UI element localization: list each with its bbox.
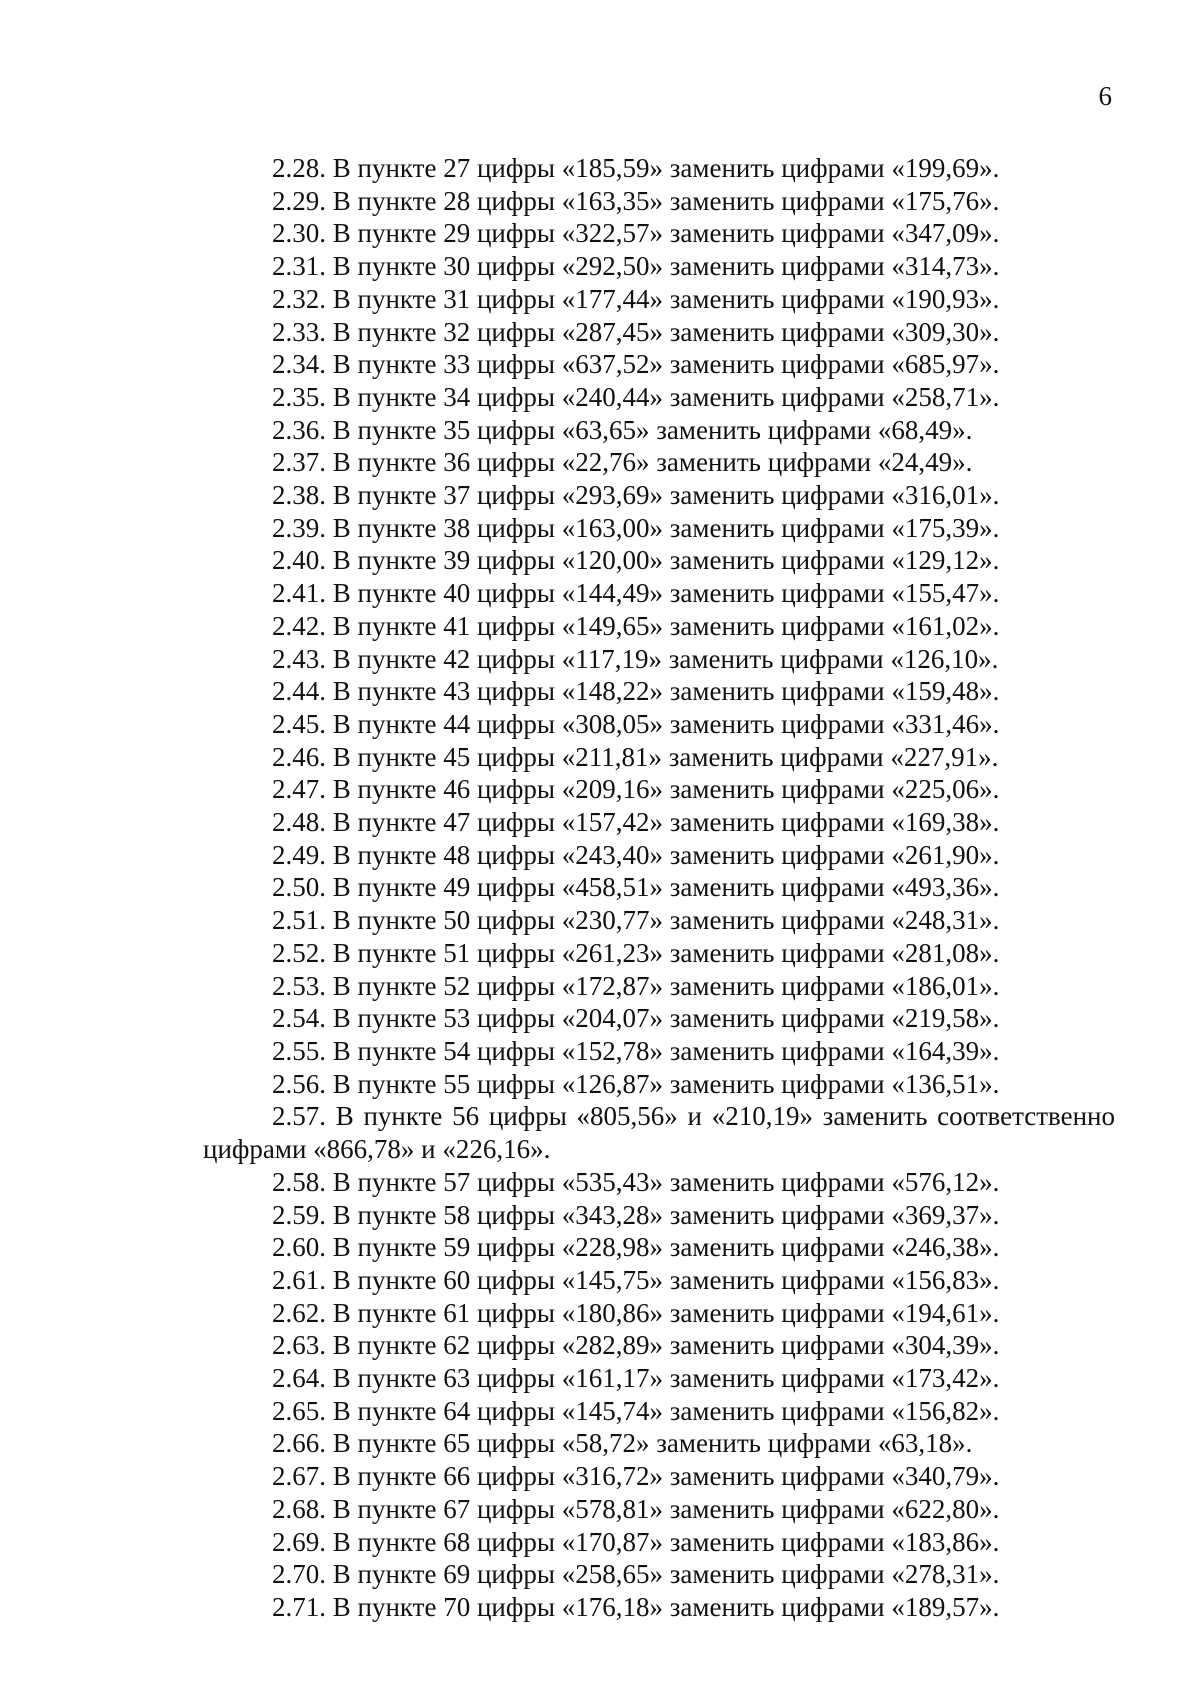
item-number: 2.46.: [272, 741, 326, 772]
item-text: В пункте 68 цифры «170,87» заменить цифрами «183,86».: [326, 1526, 1000, 1557]
item-text: В пункте 44 цифры «308,05» заменить цифрами «331,46».: [326, 708, 1000, 739]
item-number: 2.60.: [272, 1232, 326, 1263]
item-text: В пункте 35 цифры «63,65» заменить цифрами «68,49».: [326, 414, 973, 445]
amendment-item: [0, 316, 1200, 349]
item-text: В пункте 47 цифры «157,42» заменить цифрами «169,38».: [326, 807, 1000, 838]
amendment-item: [0, 217, 1200, 250]
item-number: 2.44.: [272, 676, 326, 707]
item-number: 2.70.: [272, 1559, 326, 1590]
page-number: 6: [1098, 81, 1112, 111]
item-text: В пункте 29 цифры «322,57» заменить цифрами «347,09».: [326, 218, 1000, 249]
item-text: В пункте 36 цифры «22,76» заменить цифрами «24,49».: [326, 447, 973, 478]
amendment-item: [0, 806, 1200, 839]
amendment-item: [0, 381, 1200, 414]
amendment-item: [0, 414, 1200, 447]
item-number: 2.42.: [272, 610, 326, 641]
item-text: В пункте 61 цифры «180,86» заменить цифрами «194,61».: [326, 1297, 1000, 1328]
item-text: В пункте 67 цифры «578,81» заменить цифрами «622,80».: [326, 1493, 1000, 1524]
amendment-item: [0, 708, 1200, 741]
item-number: 2.59.: [272, 1199, 326, 1230]
item-number: 2.28.: [272, 153, 326, 183]
amendment-item: [0, 904, 1200, 937]
item-text: В пункте 40 цифры «144,49» заменить цифрами «155,47».: [326, 578, 1000, 609]
item-number: 2.33.: [272, 316, 326, 347]
amendment-item: [0, 1427, 1200, 1460]
amendment-item: [0, 479, 1200, 512]
item-number: 2.69.: [272, 1526, 326, 1557]
item-number: 2.65.: [272, 1395, 326, 1426]
item-text: В пункте 48 цифры «243,40» заменить цифрами «261,90».: [326, 839, 1000, 870]
item-number: 2.32.: [272, 283, 326, 314]
item-text: В пункте 39 цифры «120,00» заменить цифрами «129,12».: [326, 545, 1000, 576]
item-number: 2.62.: [272, 1297, 326, 1328]
item-number: 2.57.: [272, 1101, 326, 1132]
amendment-item: [0, 1591, 1200, 1624]
item-number: 2.61.: [272, 1264, 326, 1295]
item-text: В пункте 56 цифры «805,56» и «210,19» заменить соответственно цифрами «866,78» и «226,16».: [203, 1101, 1115, 1165]
item-text: В пункте 70 цифры «176,18» заменить цифрами «189,57».: [326, 1591, 1000, 1622]
item-number: 2.47.: [272, 774, 326, 805]
item-number: 2.54.: [272, 1003, 326, 1034]
item-text: В пункте 65 цифры «58,72» заменить цифрами «63,18».: [326, 1428, 973, 1459]
item-text: В пункте 54 цифры «152,78» заменить цифрами «164,39».: [326, 1035, 1000, 1066]
item-number: 2.40.: [272, 545, 326, 576]
item-number: 2.51.: [272, 905, 326, 936]
amendment-item: [0, 839, 1200, 872]
amendment-item: [0, 1035, 1200, 1068]
item-text: В пункте 31 цифры «177,44» заменить цифрами «190,93».: [326, 283, 1000, 314]
item-text: В пункте 62 цифры «282,89» заменить цифрами «304,39».: [326, 1330, 1000, 1361]
amendment-item: [0, 1264, 1200, 1297]
item-number: 2.35.: [272, 381, 326, 412]
item-text: В пункте 60 цифры «145,75» заменить цифрами «156,83».: [326, 1264, 1000, 1295]
amendment-item: [0, 1199, 1200, 1232]
item-number: 2.53.: [272, 970, 326, 1001]
item-number: 2.49.: [272, 839, 326, 870]
amendment-item: [0, 250, 1200, 283]
amendment-item: [0, 446, 1200, 479]
item-text: В пункте 28 цифры «163,35» заменить цифрами «175,76».: [326, 185, 1000, 216]
item-number: 2.50.: [272, 872, 326, 903]
amendment-item: [0, 1526, 1200, 1559]
item-number: 2.66.: [272, 1428, 326, 1459]
item-number: 2.52.: [272, 937, 326, 968]
item-text: В пункте 41 цифры «149,65» заменить цифрами «161,02».: [326, 610, 1000, 641]
amendment-item: [0, 937, 1200, 970]
amendment-item: [0, 1166, 1200, 1199]
item-text: В пункте 32 цифры «287,45» заменить цифрами «309,30».: [326, 316, 1000, 347]
amendment-item: [0, 348, 1200, 381]
item-number: 2.58.: [272, 1166, 326, 1197]
item-number: 2.34.: [272, 349, 326, 380]
amendment-item: [0, 185, 1200, 218]
amendment-item: [0, 1297, 1200, 1330]
item-number: 2.41.: [272, 578, 326, 609]
item-text: В пункте 50 цифры «230,77» заменить цифрами «248,31».: [326, 905, 1000, 936]
item-number: 2.48.: [272, 807, 326, 838]
item-number: 2.31.: [272, 251, 326, 282]
amendment-item: [0, 1460, 1200, 1493]
amendment-item: [0, 1362, 1200, 1395]
item-text: В пункте 52 цифры «172,87» заменить цифрами «186,01».: [326, 970, 1000, 1001]
item-number: 2.45.: [272, 708, 326, 739]
item-text: В пункте 38 цифры «163,00» заменить цифрами «175,39».: [326, 512, 1000, 543]
item-text: В пункте 57 цифры «535,43» заменить цифрами «576,12».: [326, 1166, 1000, 1197]
amendment-item: [203, 1100, 1115, 1165]
item-number: 2.71.: [272, 1591, 326, 1622]
amendment-item: [0, 1068, 1200, 1101]
item-text: В пункте 59 цифры «228,98» заменить цифрами «246,38».: [326, 1232, 1000, 1263]
item-text: В пункте 53 цифры «204,07» заменить цифрами «219,58».: [326, 1003, 1000, 1034]
item-text: В пункте 27 цифры «185,59» заменить цифрами «199,69».: [326, 153, 1000, 183]
item-number: 2.29.: [272, 185, 326, 216]
item-number: 2.63.: [272, 1330, 326, 1361]
item-text: В пункте 66 цифры «316,72» заменить цифрами «340,79».: [326, 1461, 1000, 1492]
amendment-item: [0, 871, 1200, 904]
item-number: 2.30.: [272, 218, 326, 249]
item-text: В пункте 46 цифры «209,16» заменить цифрами «225,06».: [326, 774, 1000, 805]
item-text: В пункте 42 цифры «117,19» заменить цифрами «126,10».: [326, 643, 999, 674]
amendment-item: [0, 1002, 1200, 1035]
item-text: В пункте 30 цифры «292,50» заменить цифрами «314,73».: [326, 251, 1000, 282]
amendment-item: [0, 675, 1200, 708]
amendment-item: [0, 1395, 1200, 1428]
amendment-item: [0, 970, 1200, 1003]
item-text: В пункте 49 цифры «458,51» заменить цифрами «493,36».: [326, 872, 1000, 903]
amendment-item: [0, 643, 1200, 676]
item-number: 2.56.: [272, 1068, 326, 1099]
item-text: В пункте 43 цифры «148,22» заменить цифрами «159,48».: [326, 676, 1000, 707]
item-text: В пункте 58 цифры «343,28» заменить цифрами «369,37».: [326, 1199, 1000, 1230]
item-number: 2.55.: [272, 1035, 326, 1066]
item-number: 2.37.: [272, 447, 326, 478]
amendment-item: [0, 283, 1200, 316]
amendment-item: [0, 544, 1200, 577]
amendment-item: [0, 512, 1200, 545]
amendment-item: [0, 1329, 1200, 1362]
amendment-item: [0, 1558, 1200, 1591]
item-text: В пункте 45 цифры «211,81» заменить цифрами «227,91».: [326, 741, 999, 772]
item-text: В пункте 63 цифры «161,17» заменить цифрами «173,42».: [326, 1363, 1000, 1394]
amendment-item: [0, 152, 1200, 185]
item-number: 2.64.: [272, 1363, 326, 1394]
item-text: В пункте 33 цифры «637,52» заменить цифрами «685,97».: [326, 349, 1000, 380]
amendment-item: [0, 610, 1200, 643]
item-text: В пункте 64 цифры «145,74» заменить цифрами «156,82».: [326, 1395, 1000, 1426]
item-number: 2.43.: [272, 643, 326, 674]
item-number: 2.39.: [272, 512, 326, 543]
item-text: В пункте 51 цифры «261,23» заменить цифрами «281,08».: [326, 937, 1000, 968]
item-text: В пункте 37 цифры «293,69» заменить цифрами «316,01».: [326, 480, 1000, 511]
item-text: В пункте 34 цифры «240,44» заменить цифрами «258,71».: [326, 381, 1000, 412]
amendment-item: [0, 1493, 1200, 1526]
amendment-list: [0, 152, 1200, 1624]
item-number: 2.38.: [272, 480, 326, 511]
item-number: 2.36.: [272, 414, 326, 445]
item-number: 2.68.: [272, 1493, 326, 1524]
amendment-item: [0, 773, 1200, 806]
item-number: 2.67.: [272, 1461, 326, 1492]
amendment-item: [0, 577, 1200, 610]
amendment-item: [0, 741, 1200, 774]
item-text: В пункте 55 цифры «126,87» заменить цифрами «136,51».: [326, 1068, 1000, 1099]
amendment-item: [0, 1231, 1200, 1264]
item-text: В пункте 69 цифры «258,65» заменить цифрами «278,31».: [326, 1559, 1000, 1590]
